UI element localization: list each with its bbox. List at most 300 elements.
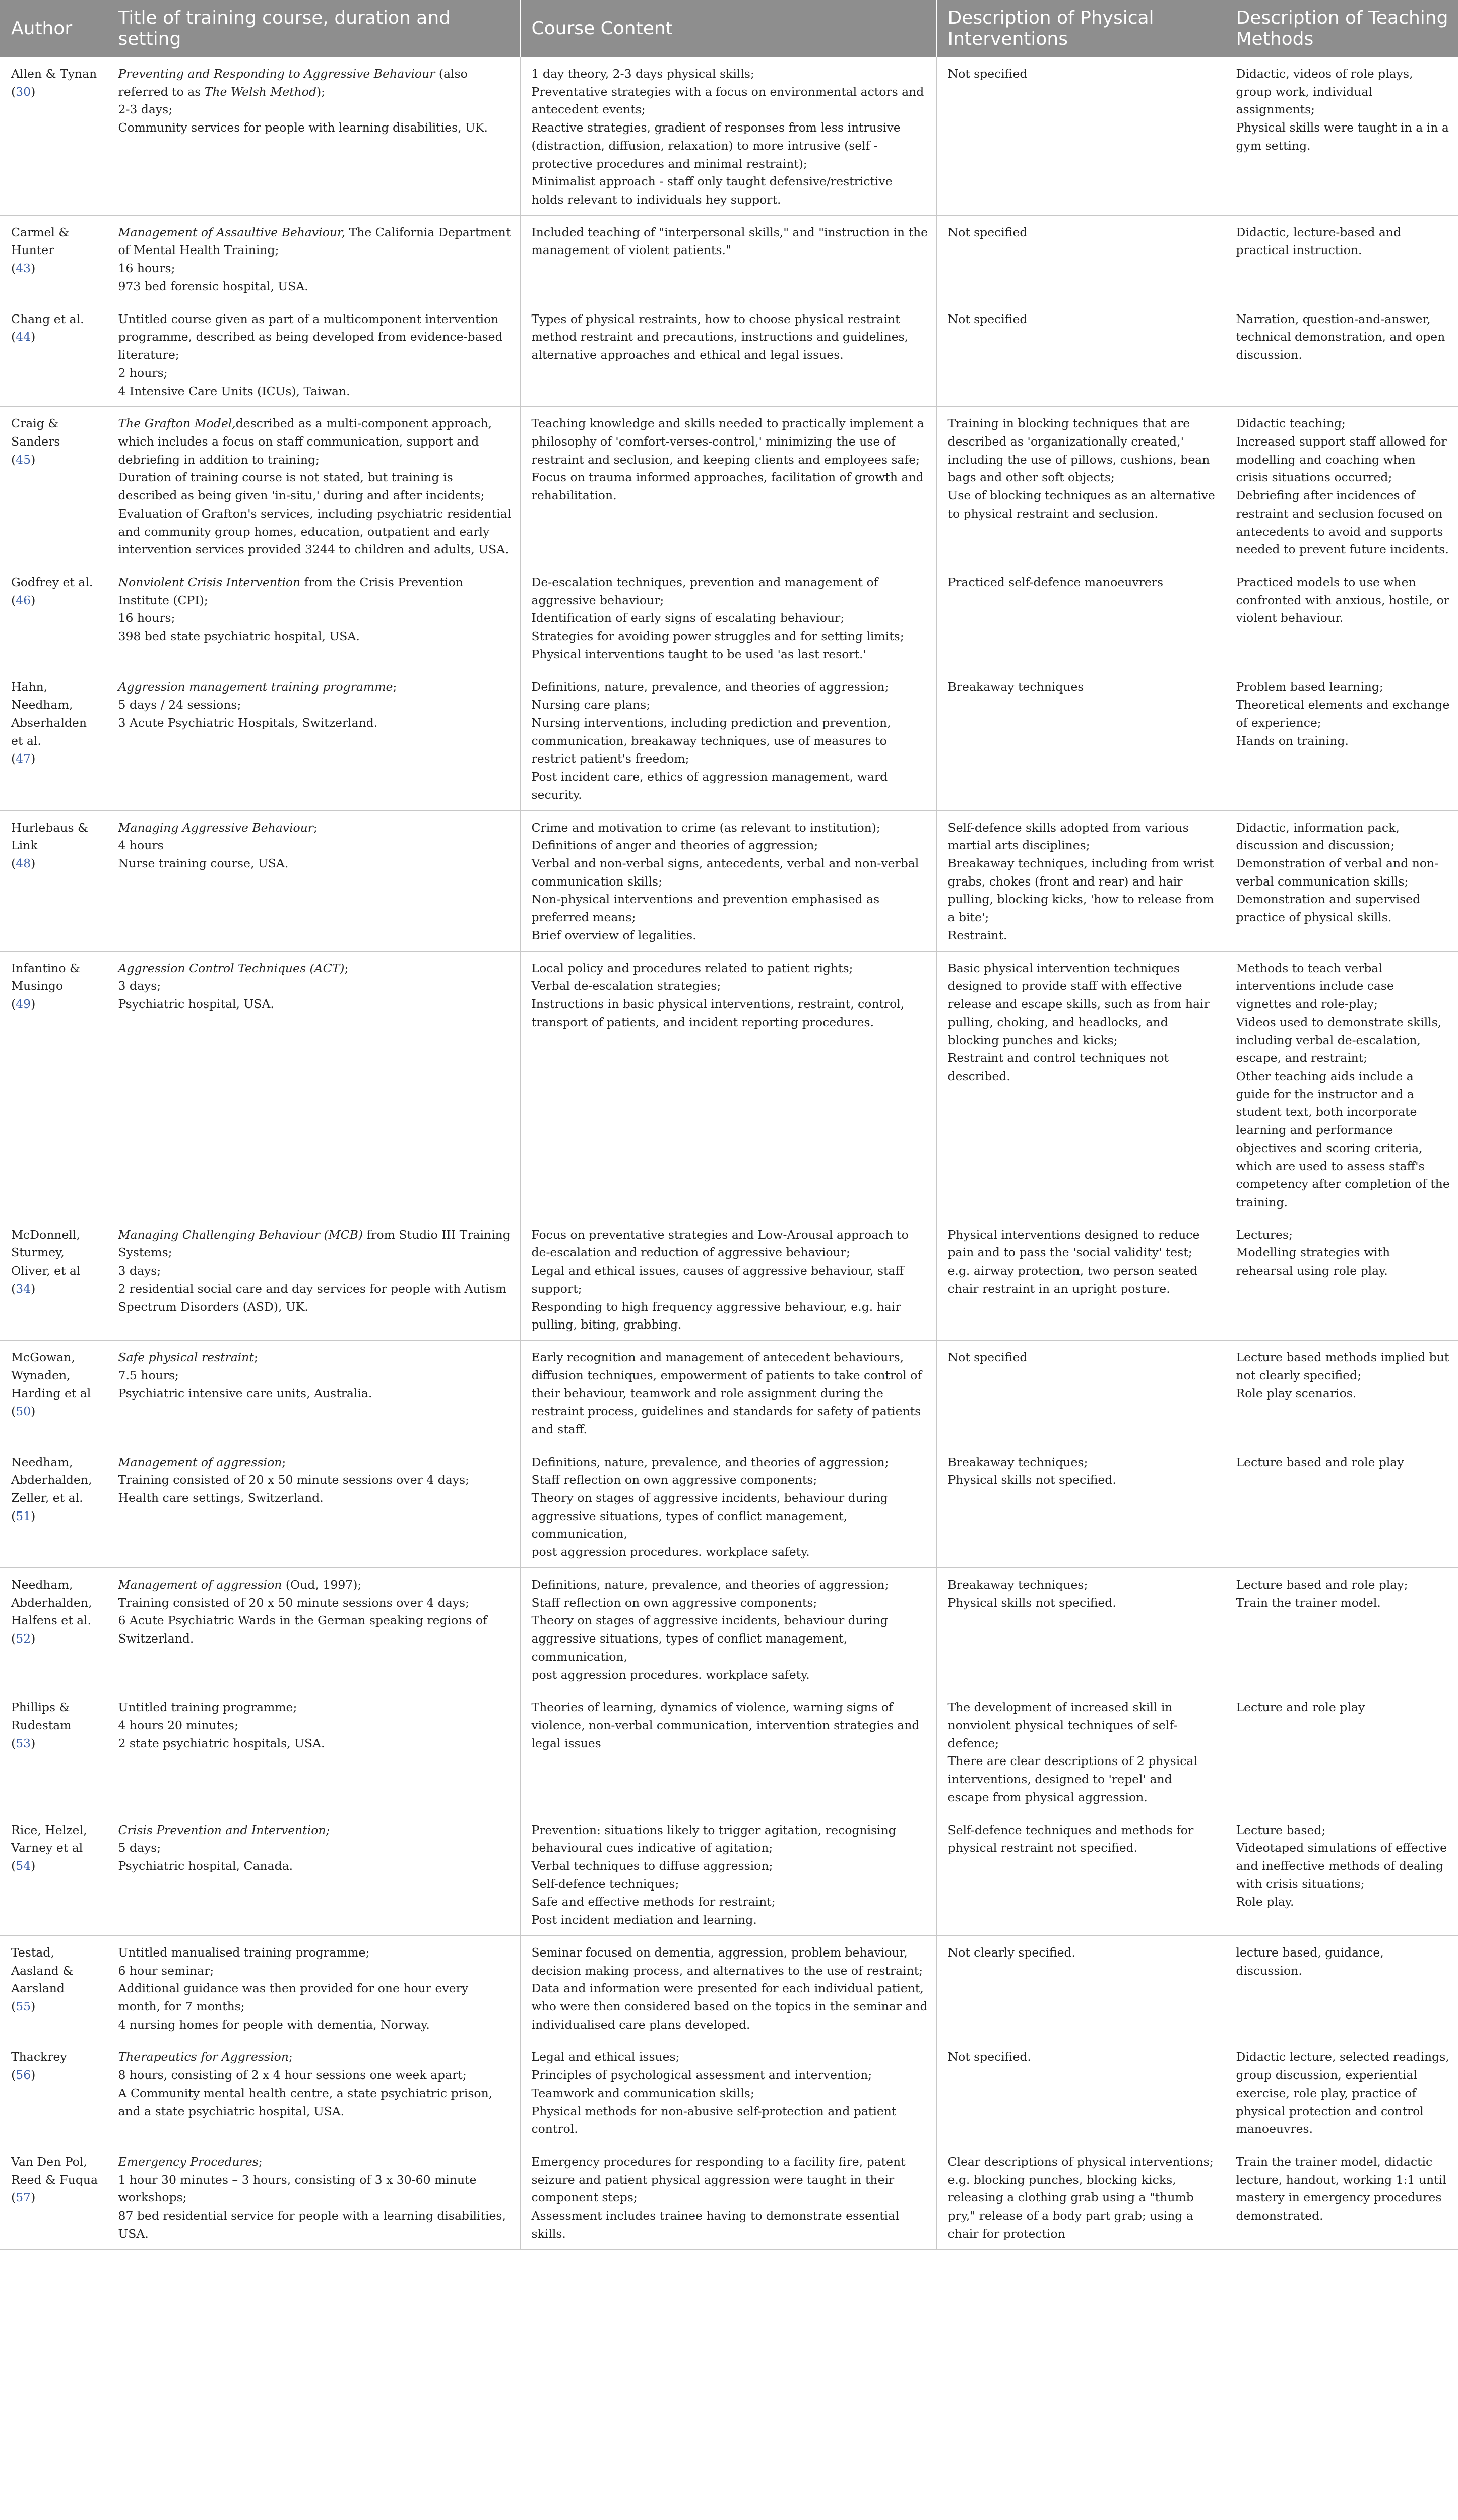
text-segment: from the Crisis Prevention Institute (CPI);	[118, 575, 463, 607]
cell-line: Demonstration of verbal and non-verbal communication skills;	[1236, 856, 1439, 889]
author-cell	[0, 1935, 107, 2040]
cell-line: Safe and effective methods for restraint;	[531, 1895, 776, 1909]
header-course-content: Course Content	[520, 0, 936, 57]
reference-link[interactable]: 51	[16, 1508, 31, 1523]
cell-line	[118, 260, 512, 278]
teaching-methods-cell	[1225, 1445, 1458, 1567]
text-segment: Psychiatric hospital, Canada.	[118, 1858, 293, 1873]
cell-line: Post incident care, ethics of aggression management, ward security.	[531, 770, 888, 802]
text-segment: 4 Intensive Care Units (ICUs), Taiwan.	[118, 384, 350, 398]
reference-link[interactable]: 52	[16, 1631, 31, 1646]
cell-line	[118, 2171, 512, 2207]
cell-line: Role play.	[1236, 1895, 1294, 1909]
table-row	[0, 2145, 1458, 2250]
reference-link[interactable]: 47	[16, 751, 31, 766]
table-body	[0, 57, 1458, 2249]
cell-line	[118, 469, 512, 505]
table-row	[0, 1567, 1458, 1690]
reference-link[interactable]: 50	[16, 1404, 31, 1419]
text-segment: )	[31, 261, 36, 276]
text-segment: Community services for people with learning disabilities, UK.	[118, 120, 488, 135]
text-segment: Additional guidance was then provided for one hour every month, for 7 months;	[118, 1981, 469, 2013]
title-cell	[107, 407, 520, 565]
cell-line: Not specified	[947, 225, 1028, 239]
text-segment: )	[31, 1508, 36, 1523]
text-segment: )	[31, 1736, 36, 1750]
cell-line	[118, 505, 512, 559]
cell-line	[11, 592, 99, 610]
cell-line	[118, 1471, 512, 1489]
text-segment: (	[11, 1858, 16, 1873]
course-content-cell	[520, 407, 936, 565]
cell-line	[11, 65, 99, 83]
physical-interventions-cell	[936, 565, 1225, 670]
italic-course-name: Aggression Control Techniques (ACT)	[118, 961, 345, 975]
cell-line: Definitions of anger and theories of aggression;	[531, 838, 818, 853]
cell-line: Minimalist approach - staff only taught defensive/restrictive holds relevant to individuals hey support.	[531, 174, 893, 207]
cell-line: Local policy and procedures related to patient rights;	[531, 961, 853, 975]
cell-line	[118, 960, 512, 978]
cell-line	[11, 1821, 99, 1857]
cell-line: Hands on training.	[1236, 733, 1349, 748]
text-segment: 3 Acute Psychiatric Hospitals, Switzerland.	[118, 716, 378, 730]
reference-link[interactable]: 34	[16, 1281, 31, 1296]
teaching-methods-cell	[1225, 215, 1458, 302]
author-cell	[0, 670, 107, 810]
text-segment: (	[11, 2068, 16, 2083]
course-content-cell	[520, 215, 936, 302]
cell-line: Self-defence skills adopted from various martial arts disciplines;	[947, 820, 1189, 853]
text-segment: 6 hour seminar;	[118, 1963, 214, 1978]
table-row	[0, 407, 1458, 565]
text-segment: Craig & Sanders	[11, 416, 60, 449]
text-segment: Rice, Helzel, Varney et al	[11, 1822, 87, 1855]
title-cell	[107, 1935, 520, 2040]
reference-link[interactable]: 44	[16, 330, 31, 344]
text-segment: (	[11, 2190, 16, 2205]
course-content-cell	[520, 302, 936, 407]
teaching-methods-cell	[1225, 1690, 1458, 1813]
title-cell	[107, 1218, 520, 1340]
course-content-cell	[520, 2145, 936, 2250]
text-segment: Chang et al.	[11, 311, 84, 326]
cell-line: Verbal techniques to diffuse aggression;	[531, 1858, 773, 1873]
cell-line: Training in blocking techniques that are described as 'organizationally created,' including the use of pillows, cushions, bean bags and other soft objects;	[947, 416, 1210, 485]
cell-line: Early recognition and management of antecedent behaviours, diffusion techniques, empowerment of patients to take control of their behaviour, teamwork and role assignment during the restraint process, guidelines and standards for safety of patients and staff.	[531, 1350, 922, 1436]
cell-line: Nursing interventions, including prediction and prevention, communication, breakaway techniques, use of measures to restrict patient's freedom;	[531, 716, 891, 766]
header-title: Title of training course, duration and setting	[107, 0, 520, 57]
physical-interventions-cell	[936, 2040, 1225, 2145]
italic-course-name: Therapeutics for Aggression	[118, 2050, 289, 2064]
cell-line	[118, 1962, 512, 1980]
author-cell	[0, 1813, 107, 1935]
cell-line	[118, 995, 512, 1014]
cell-line: Demonstration and supervised practice of physical skills.	[1236, 892, 1421, 925]
table-row	[0, 810, 1458, 951]
text-segment: )	[31, 997, 36, 1012]
cell-line	[118, 1857, 512, 1875]
text-segment: (	[11, 1404, 16, 1419]
cell-line	[11, 574, 99, 592]
text-segment: Psychiatric hospital, USA.	[118, 997, 274, 1012]
text-segment: ;	[288, 2050, 293, 2064]
cell-line: Legal and ethical issues;	[531, 2050, 680, 2064]
cell-line	[118, 1594, 512, 1612]
physical-interventions-cell	[936, 215, 1225, 302]
cell-line	[118, 1576, 512, 1594]
table-row	[0, 2040, 1458, 2145]
text-segment: (	[11, 751, 16, 766]
physical-interventions-cell	[936, 951, 1225, 1218]
cell-line	[11, 415, 99, 451]
cell-line	[11, 83, 99, 101]
cell-line	[11, 2153, 99, 2189]
text-segment: 973 bed forensic hospital, USA.	[118, 279, 308, 293]
cell-line	[118, 855, 512, 873]
cell-line: Train the trainer model.	[1236, 1595, 1381, 1610]
reference-link[interactable]: 46	[16, 593, 31, 607]
cell-line	[118, 1839, 512, 1857]
text-segment: The California Department of Mental Health Training;	[118, 225, 511, 258]
title-cell	[107, 57, 520, 215]
course-content-cell	[520, 1218, 936, 1340]
cell-line: Didactic, lecture-based and practical instruction.	[1236, 225, 1402, 258]
text-segment: 1 hour 30 minutes – 3 hours, consisting of 3 x 30-60 minute workshops;	[118, 2172, 477, 2205]
cell-line: Prevention: situations likely to trigger agitation, recognising behavioural cues indicative of agitation;	[531, 1822, 896, 1855]
cell-line: Reactive strategies, gradient of responses from less intrusive (distraction, diffusion, relaxation) to more intrusive (self -protective procedures and minimal restraint);	[531, 120, 901, 171]
cell-line: Theoretical elements and exchange of experience;	[1236, 698, 1450, 730]
text-segment: )	[31, 2190, 36, 2205]
text-segment: (	[11, 1736, 16, 1750]
cell-line	[118, 2085, 512, 2120]
italic-course-name: Management of aggression	[118, 1577, 282, 1592]
text-segment: (	[11, 1999, 16, 2013]
cell-line	[118, 119, 512, 137]
cell-line: Responding to high frequency aggressive behaviour, e.g. hair pulling, biting, grabbing.	[531, 1299, 901, 1332]
cell-line	[118, 415, 512, 469]
text-segment: Thackrey	[11, 2050, 67, 2064]
cell-line	[118, 696, 512, 714]
text-segment: );	[316, 84, 326, 99]
cell-line	[118, 1367, 512, 1385]
cell-line: Lecture based;	[1236, 1822, 1326, 1837]
physical-interventions-cell	[936, 1567, 1225, 1690]
cell-line: e.g. blocking punches, blocking kicks, releasing a clothing grab using a "thumb pry," release of a body part grab; using a chair for protection	[947, 2172, 1194, 2241]
table-row	[0, 1813, 1458, 1935]
course-content-cell	[520, 1567, 936, 1690]
cell-line: Brief overview of legalities.	[531, 928, 696, 942]
cell-line: e.g. airway protection, two person seated chair restraint in an upright posture.	[947, 1264, 1198, 1296]
physical-interventions-cell	[936, 670, 1225, 810]
text-segment: Phillips & Rudestam	[11, 1700, 72, 1732]
cell-line: Didactic, information pack, discussion and discussion;	[1236, 820, 1400, 853]
cell-line	[118, 678, 512, 697]
title-cell	[107, 215, 520, 302]
reference-link[interactable]: 56	[16, 2068, 31, 2083]
teaching-methods-cell	[1225, 1218, 1458, 1340]
cell-line	[118, 1226, 512, 1262]
cell-line: Principles of psychological assessment and intervention;	[531, 2068, 872, 2083]
cell-line: post aggression procedures. workplace safety.	[531, 1545, 810, 1559]
cell-line	[118, 977, 512, 995]
text-segment: A Community mental health centre, a state psychiatric prison, and a state psychiatric hospital, USA.	[118, 2086, 493, 2118]
course-content-cell	[520, 565, 936, 670]
physical-interventions-cell	[936, 407, 1225, 565]
italic-course-name: Management of aggression	[118, 1455, 282, 1469]
table-row	[0, 57, 1458, 215]
italic-course-name: Nonviolent Crisis Intervention	[118, 575, 301, 589]
author-cell	[0, 1690, 107, 1813]
cell-line: Practiced self-defence manoeuvrers	[947, 575, 1164, 589]
text-segment: ;	[282, 1455, 286, 1469]
cell-line	[118, 224, 512, 260]
cell-line	[118, 819, 512, 837]
cell-line: post aggression procedures. workplace safety.	[531, 1667, 810, 1682]
text-segment: )	[31, 2068, 36, 2083]
cell-line: Emergency procedures for responding to a facility fire, patent seizure and patient physical aggression were taught in their component steps;	[531, 2155, 906, 2205]
cell-line: Videotaped simulations of effective and ineffective methods of dealing with crisis situations;	[1236, 1841, 1447, 1891]
text-segment: ;	[258, 2155, 263, 2169]
author-cell	[0, 2145, 107, 2250]
course-content-cell	[520, 1445, 936, 1567]
text-segment: (Oud, 1997);	[282, 1577, 362, 1592]
cell-line: Increased support staff allowed for modelling and coaching when crisis situations occurred;	[1236, 434, 1447, 485]
cell-line: Self-defence techniques and methods for physical restraint not specified.	[947, 1822, 1194, 1855]
text-segment: )	[31, 1858, 36, 1873]
cell-line	[118, 364, 512, 383]
italic-course-name: The Welsh Method	[204, 84, 317, 99]
cell-line: Legal and ethical issues, causes of aggressive behaviour, staff support;	[531, 1264, 904, 1296]
cell-line: Restraint and control techniques not described.	[947, 1051, 1169, 1083]
italic-course-name: Managing Challenging Behaviour (MCB)	[118, 1227, 363, 1242]
cell-line: Seminar focused on dementia, aggression, problem behaviour, decision making process, and alternatives to the use of restraint;	[531, 1945, 923, 1978]
physical-interventions-cell	[936, 1218, 1225, 1340]
course-content-cell	[520, 1813, 936, 1935]
course-content-cell	[520, 1690, 936, 1813]
teaching-methods-cell	[1225, 670, 1458, 810]
text-segment: )	[31, 751, 36, 766]
text-segment: Untitled manualised training programme;	[118, 1945, 370, 1960]
title-cell	[107, 670, 520, 810]
author-cell	[0, 810, 107, 951]
physical-interventions-cell	[936, 2145, 1225, 2250]
cell-line: Clear descriptions of physical interventions;	[947, 2155, 1214, 2169]
cell-line	[11, 328, 99, 346]
cell-line: lecture based, guidance, discussion.	[1236, 1945, 1384, 1978]
cell-line	[118, 2066, 512, 2085]
author-cell	[0, 215, 107, 302]
cell-line	[118, 714, 512, 732]
text-segment: )	[31, 1999, 36, 2013]
cell-line	[11, 1735, 99, 1753]
text-segment: 2 hours;	[118, 365, 168, 380]
cell-line: Staff reflection on own aggressive components;	[531, 1595, 817, 1610]
physical-interventions-cell	[936, 810, 1225, 951]
cell-line	[118, 1384, 512, 1403]
cell-line	[118, 1944, 512, 1962]
cell-line	[118, 278, 512, 296]
cell-line	[11, 260, 99, 278]
cell-line	[118, 1489, 512, 1507]
physical-interventions-cell	[936, 1445, 1225, 1567]
cell-line: Didactic lecture, selected readings, group discussion, experiential exercise, role play, practice of physical protection and control manoeuvres.	[1236, 2050, 1449, 2136]
text-segment: Testad, Aasland & Aarsland	[11, 1945, 74, 1996]
reference-link[interactable]: 45	[16, 452, 31, 467]
text-segment: (	[11, 856, 16, 871]
cell-line: Verbal and non-verbal signs, antecedents, verbal and non-verbal communication skills;	[531, 856, 919, 889]
teaching-methods-cell	[1225, 1935, 1458, 2040]
cell-line	[11, 1280, 99, 1298]
cell-line	[118, 1349, 512, 1367]
text-segment: (	[11, 1281, 16, 1296]
text-segment: Psychiatric intensive care units, Australia.	[118, 1386, 372, 1401]
cell-line	[118, 1821, 512, 1840]
text-segment: Hahn, Needham, Abserhalden et al.	[11, 679, 87, 748]
text-segment: McGowan, Wynaden, Harding et al	[11, 1350, 91, 1401]
cell-line	[11, 2066, 99, 2085]
table-header-row	[0, 0, 1458, 57]
cell-line	[11, 310, 99, 329]
cell-line: Nursing care plans;	[531, 698, 651, 712]
text-segment: 87 bed residential service for people with a learning disabilities, USA.	[118, 2209, 506, 2241]
cell-line: Videos used to demonstrate skills, including verbal de-escalation, escape, and restraint;	[1236, 1015, 1442, 1065]
cell-line: Basic physical intervention techniques designed to provide staff with effective release and escape skills, such as from hair pulling, choking, and headlocks, and blocking punches and kicks;	[947, 961, 1210, 1047]
cell-line: Other teaching aids include a guide for the instructor and a student text, both incorporate learning and performance objectives and scoring criteria, which are used to assess staff's competency after completion of the training.	[1236, 1068, 1450, 1209]
teaching-methods-cell	[1225, 57, 1458, 215]
cell-line	[118, 627, 512, 646]
cell-line	[11, 1857, 99, 1875]
text-segment: 16 hours;	[118, 611, 175, 625]
cell-line	[118, 1717, 512, 1735]
text-segment: 5 days;	[118, 1841, 161, 1855]
text-segment: (	[11, 452, 16, 467]
cell-line: Crime and motivation to crime (as relevant to institution);	[531, 820, 880, 835]
cell-line	[11, 1349, 99, 1403]
text-segment: 7.5 hours;	[118, 1368, 179, 1382]
cell-line: Debriefing after incidences of restraint and seclusion focused on antecedents to avoid and supports needed to prevent future incidents.	[1236, 488, 1449, 557]
text-segment: Untitled course given as part of a multicomponent intervention programme, described as being developed from evidence-based literature;	[118, 311, 503, 362]
author-cell	[0, 407, 107, 565]
reference-link[interactable]: 48	[16, 856, 31, 871]
teaching-methods-cell	[1225, 2145, 1458, 2250]
physical-interventions-cell	[936, 57, 1225, 215]
cell-line: Definitions, nature, prevalence, and theories of aggression;	[531, 679, 889, 694]
cell-line: Role play scenarios.	[1236, 1386, 1357, 1401]
cell-line	[11, 960, 99, 995]
text-segment: 398 bed state psychiatric hospital, USA.	[118, 629, 360, 644]
text-segment: 4 hours	[118, 838, 164, 853]
text-segment: ;	[393, 679, 397, 694]
title-cell	[107, 302, 520, 407]
course-content-cell	[520, 670, 936, 810]
text-segment: Needham, Abderhalden, Halfens et al.	[11, 1577, 92, 1628]
title-cell	[107, 1341, 520, 1445]
cell-line: Focus on preventative strategies and Low-Arousal approach to de-escalation and reduction of aggressive behaviour;	[531, 1227, 909, 1260]
physical-interventions-cell	[936, 1690, 1225, 1813]
text-segment: Training consisted of 20 x 50 minute sessions over 4 days;	[118, 1595, 470, 1610]
cell-line: Preventative strategies with a focus on environmental actors and antecedent events;	[531, 84, 924, 117]
cell-line	[11, 1507, 99, 1526]
cell-line	[118, 1735, 512, 1753]
cell-line: Modelling strategies with rehearsal using role play.	[1236, 1245, 1390, 1278]
cell-line: There are clear descriptions of 2 physical interventions, designed to 'repel' and escape from physical aggression.	[947, 1754, 1197, 1804]
cell-line	[118, 1262, 512, 1280]
cell-line	[11, 678, 99, 750]
cell-line	[11, 819, 99, 855]
cell-line: 1 day theory, 2-3 days physical skills;	[531, 67, 754, 81]
cell-line: Data and information were presented for each individual patient, who were then considered based on the topics in the seminar and individualised care plans developed.	[531, 1981, 928, 2032]
reference-link[interactable]: 30	[16, 84, 31, 99]
cell-line	[11, 750, 99, 768]
cell-line: Not specified	[947, 311, 1028, 326]
cell-line	[118, 1980, 512, 2015]
author-cell	[0, 951, 107, 1218]
title-cell	[107, 1690, 520, 1813]
cell-line: Self-defence techniques;	[531, 1876, 679, 1891]
cell-line	[11, 1944, 99, 1998]
cell-line: Physical skills not specified.	[947, 1595, 1116, 1610]
text-segment: 2-3 days;	[118, 102, 173, 117]
italic-course-name: Management of Assaultive Behaviour,	[118, 225, 346, 239]
text-segment: 4 hours 20 minutes;	[118, 1718, 238, 1732]
cell-line: Not specified.	[947, 2050, 1031, 2064]
table-row	[0, 565, 1458, 670]
cell-line: Train the trainer model, didactic lecture, handout, working 1:1 until mastery in emergency procedures demonstrated.	[1236, 2155, 1446, 2223]
course-content-cell	[520, 1935, 936, 2040]
cell-line: Theories of learning, dynamics of violence, warning signs of violence, non-verbal communication, intervention strategies and legal issues	[531, 1700, 920, 1750]
cell-line: Post incident mediation and learning.	[531, 1913, 757, 1927]
cell-line: Definitions, nature, prevalence, and theories of aggression;	[531, 1577, 889, 1592]
reference-link[interactable]: 55	[16, 1999, 31, 2013]
text-segment: ;	[313, 820, 318, 835]
title-cell	[107, 951, 520, 1218]
text-segment: Carmel & Hunter	[11, 225, 70, 258]
text-segment: )	[31, 1631, 36, 1646]
reference-link[interactable]: 53	[16, 1736, 31, 1750]
cell-line	[11, 451, 99, 469]
italic-course-name: Safe physical restraint	[118, 1350, 254, 1364]
cell-line	[118, 2048, 512, 2066]
cell-line: Practiced models to use when confronted with anxious, hostile, or violent behaviour.	[1236, 575, 1449, 625]
header-teaching-methods: Description of Teaching Methods	[1225, 0, 1458, 57]
cell-line: Restraint.	[947, 928, 1007, 942]
cell-line	[118, 1454, 512, 1472]
text-segment: )	[31, 330, 36, 344]
author-cell	[0, 1218, 107, 1340]
reference-link[interactable]: 49	[16, 997, 31, 1012]
reference-link[interactable]: 43	[16, 261, 31, 276]
text-segment: (	[11, 261, 16, 276]
author-cell	[0, 2040, 107, 2145]
reference-link[interactable]: 54	[16, 1858, 31, 1873]
text-segment: 8 hours, consisting of 2 x 4 hour sessions one week apart;	[118, 2068, 467, 2083]
title-cell	[107, 2040, 520, 2145]
cell-line: Didactic teaching;	[1236, 416, 1346, 431]
cell-line: Focus on trauma informed approaches, facilitation of growth and rehabilitation.	[531, 470, 924, 503]
text-segment: 2 state psychiatric hospitals, USA.	[118, 1736, 325, 1750]
table-row	[0, 1218, 1458, 1340]
cell-line	[11, 2189, 99, 2207]
cell-line: Not specified	[947, 67, 1028, 81]
cell-line: Theory on stages of aggressive incidents, behaviour during aggressive situations, types of conflict management, communication,	[531, 1613, 888, 1664]
text-segment: )	[31, 452, 36, 467]
cell-line	[11, 855, 99, 873]
cell-line: Lectures;	[1236, 1227, 1293, 1242]
table-row	[0, 1935, 1458, 2040]
text-segment: (also referred to as	[118, 67, 468, 99]
cell-line	[11, 2048, 99, 2066]
reference-link[interactable]: 57	[16, 2190, 31, 2205]
